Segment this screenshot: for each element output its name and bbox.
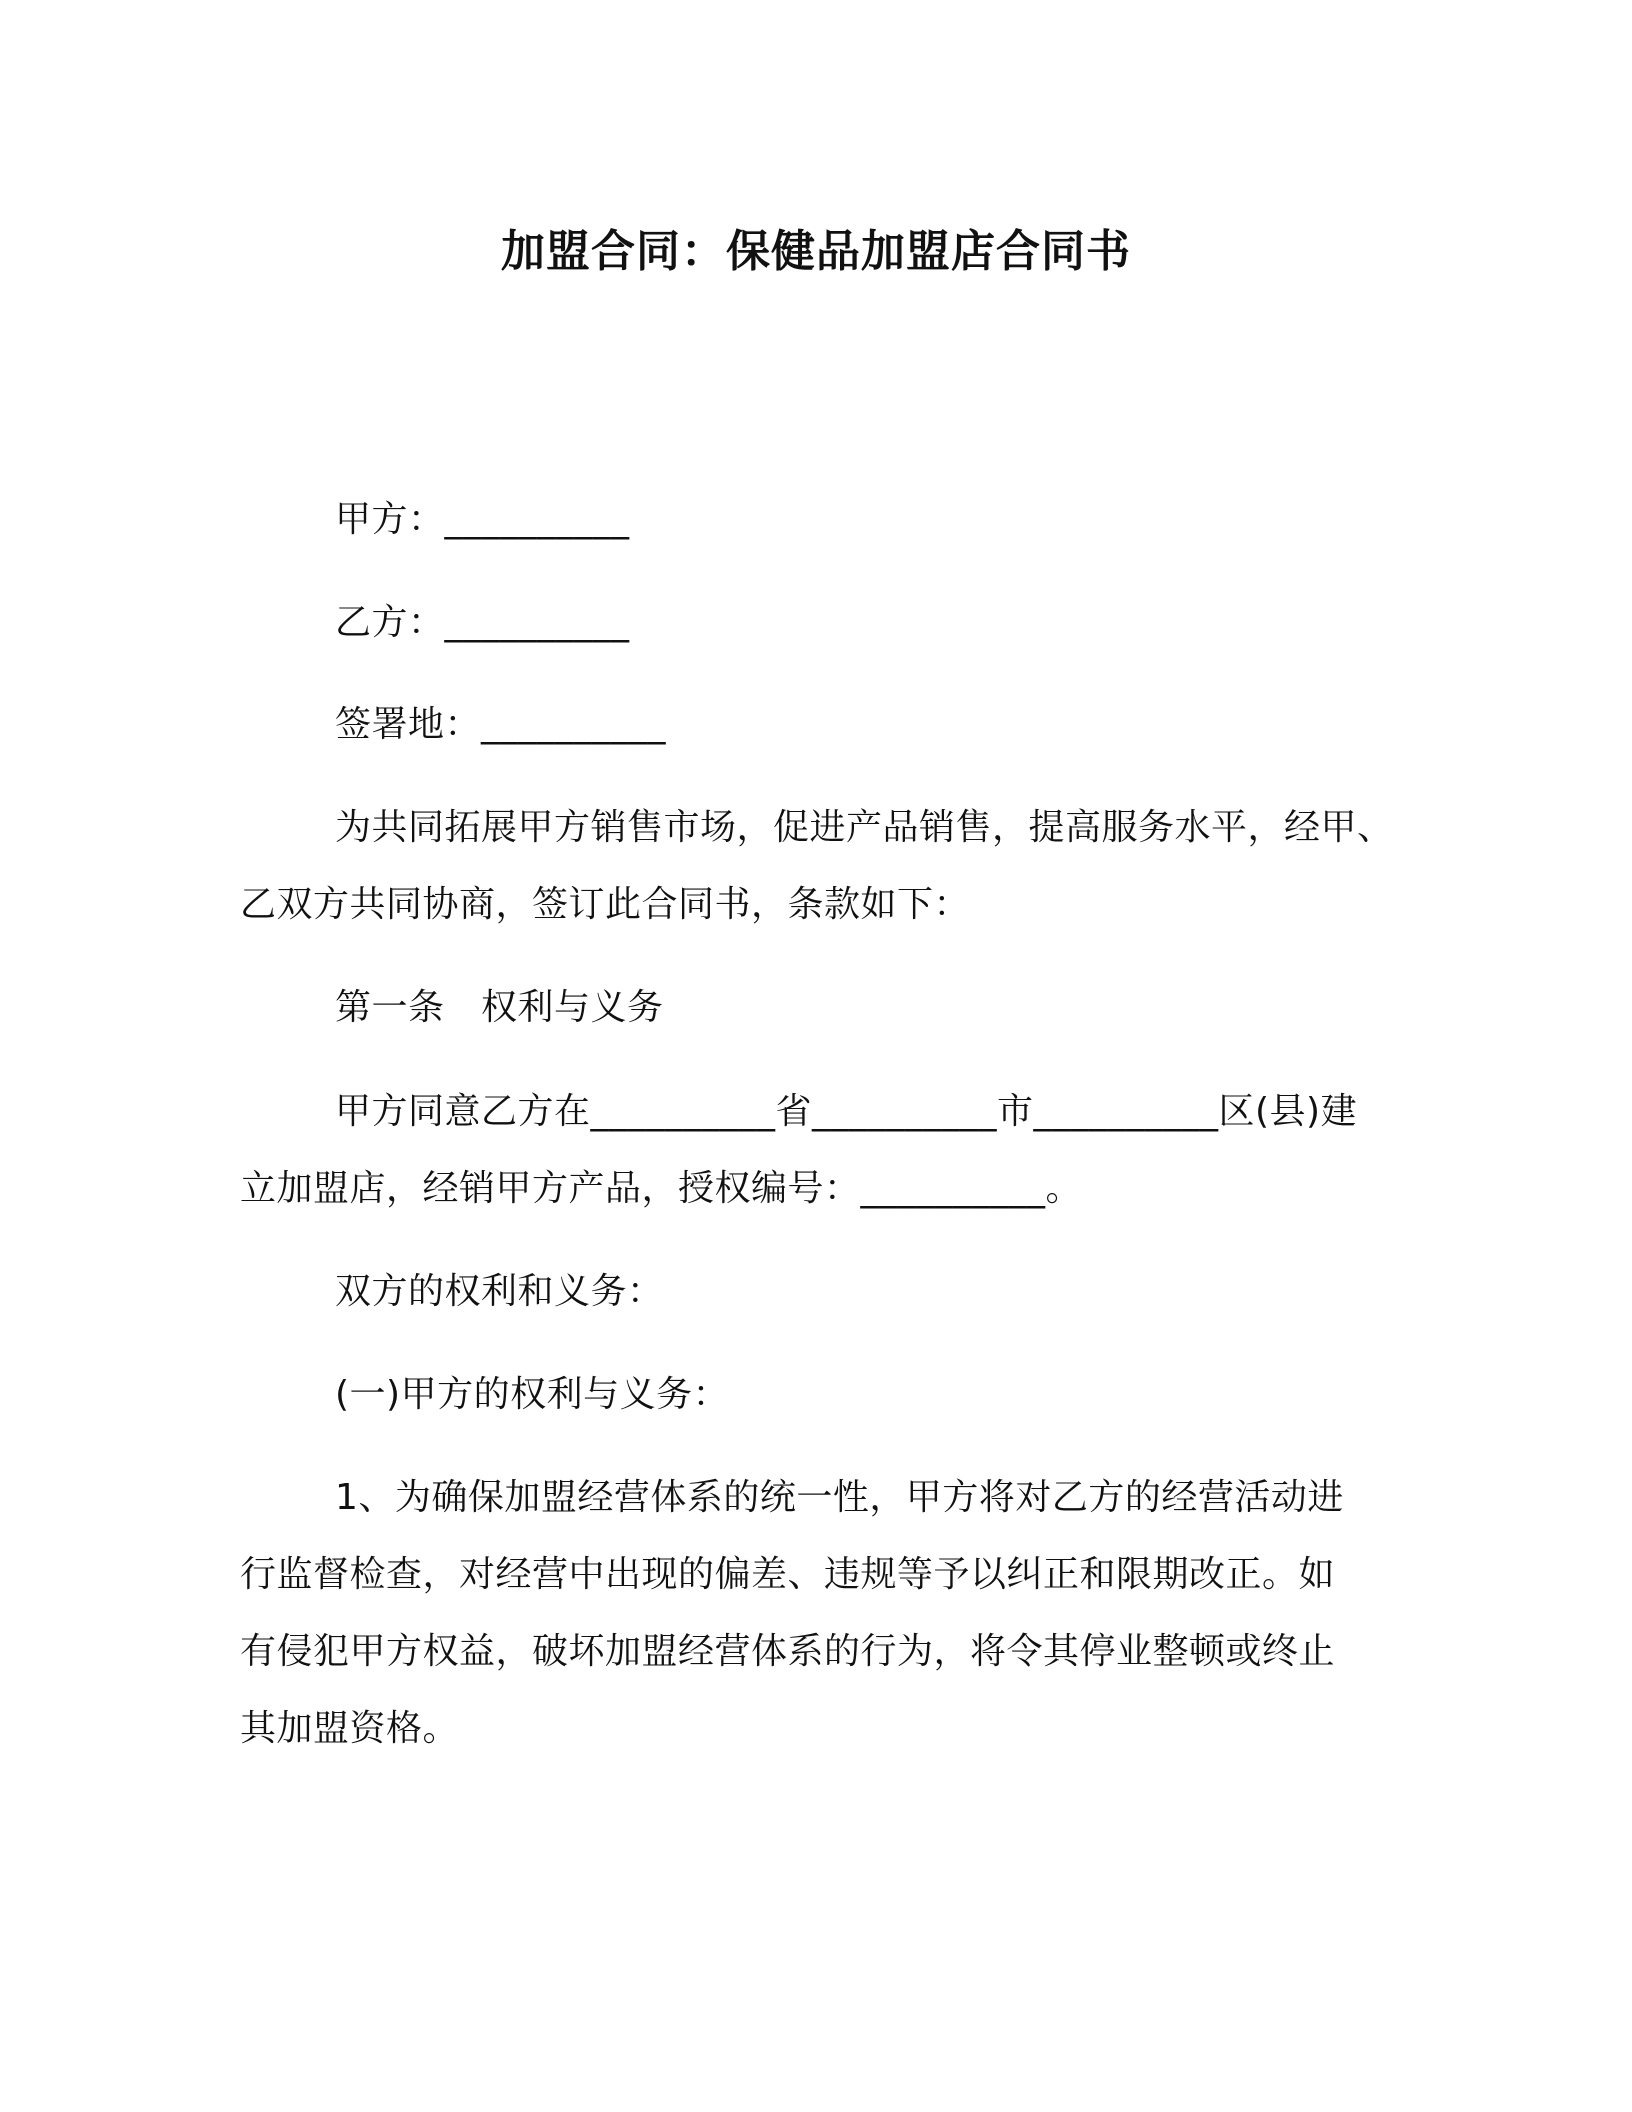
party-b-line: 乙方：__________	[335, 602, 630, 643]
clause-1-line-1: 1、为确保加盟经营体系的统一性，甲方将对乙方的经营活动进	[335, 1477, 1344, 1518]
party-a-line: 甲方：__________	[335, 499, 630, 540]
rights-heading: 双方的权利和义务：	[335, 1271, 664, 1312]
clause-1-line-2: 行监督检查，对经营中出现的偏差、违规等予以纠正和限期改正。如	[240, 1554, 1336, 1595]
intro-paragraph-line-1: 为共同拓展甲方销售市场，促进产品销售，提高服务水平，经甲、	[335, 807, 1394, 848]
party-a-rights-heading: (一)甲方的权利与义务：	[335, 1374, 730, 1415]
intro-paragraph-line-2: 乙双方共同协商，签订此合同书，条款如下：	[240, 884, 971, 925]
signing-place-line: 签署地：__________	[335, 704, 667, 745]
clause-1-line-4: 其加盟资格。	[240, 1708, 460, 1749]
document-title: 加盟合同：保健品加盟店合同书	[501, 226, 1131, 277]
article-1-heading: 第一条 权利与义务	[335, 987, 664, 1028]
clause-1-line-3: 有侵犯甲方权益，破坏加盟经营体系的行为，将令其停业整顿或终止	[240, 1631, 1336, 1672]
article-1-paragraph-line-2: 立加盟店，经销甲方产品，授权编号：__________。	[240, 1168, 1083, 1209]
article-1-paragraph-line-1: 甲方同意乙方在__________省__________市__________区(县)建	[335, 1091, 1358, 1132]
